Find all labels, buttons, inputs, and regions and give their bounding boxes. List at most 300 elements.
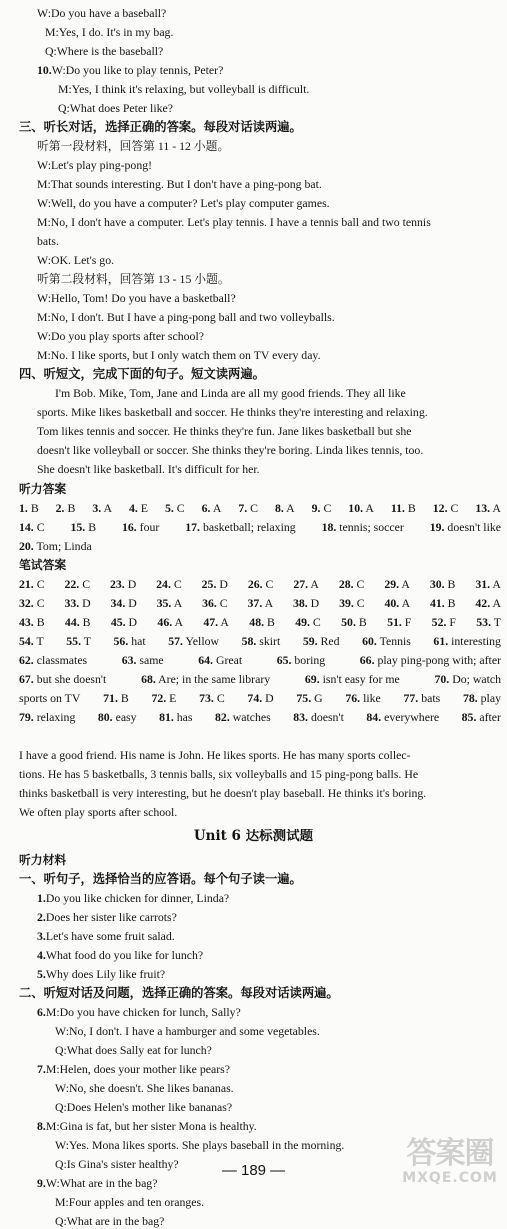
- line-text: We often play sports after school.: [19, 805, 178, 819]
- answer-value: A: [401, 596, 411, 610]
- answer-value: C: [450, 501, 459, 515]
- answer-item: [296, 691, 322, 706]
- answer-item: [19, 539, 92, 554]
- answer-value: B: [67, 501, 76, 515]
- text-line: [19, 805, 501, 820]
- answer-value: B: [358, 615, 367, 629]
- answer-value: D: [128, 596, 137, 610]
- answer-number: 20.: [19, 539, 34, 553]
- line-text: W:Do you have a baseball?: [37, 6, 167, 20]
- answer-number: 70.: [434, 672, 450, 686]
- answer-value: G: [314, 691, 323, 705]
- answer-number: 47.: [203, 615, 219, 629]
- answer-item: [463, 691, 501, 706]
- text-line: [37, 462, 501, 477]
- answer-number: 78.: [462, 691, 478, 705]
- text-line: [37, 253, 501, 268]
- answer-number: 73.: [199, 691, 214, 705]
- answer-number: 40.: [384, 596, 400, 610]
- answer-item: [303, 634, 340, 649]
- line-text: W:No, I don't. I have a hamburger and some vegetables.: [55, 1024, 320, 1038]
- answer-value: play ping-pong with; after: [377, 653, 501, 667]
- answer-item: [475, 596, 501, 611]
- answer-item: [430, 596, 456, 611]
- item-number: 10.: [37, 63, 52, 77]
- answer-item: [157, 615, 183, 630]
- watermark-text: 答案圈: [406, 1136, 494, 1171]
- item-number: 9.: [37, 1176, 46, 1190]
- answer-item: [65, 615, 91, 630]
- section-heading: [19, 367, 501, 382]
- answer-number: 76.: [345, 691, 361, 705]
- answer-item: [360, 653, 501, 668]
- answer-value: A: [264, 596, 274, 610]
- page-number: — 189 —: [221, 1163, 286, 1178]
- answer-number: 42.: [475, 596, 491, 610]
- subsection-label: [19, 482, 501, 497]
- line-text: M:No. I like sports, but I only watch them on TV every day.: [37, 348, 321, 362]
- answer-value: A: [365, 501, 374, 515]
- text-line: [37, 177, 501, 192]
- answer-item: [430, 520, 501, 535]
- answer-value: everywhere: [384, 710, 440, 724]
- answer-value: C: [82, 577, 91, 591]
- answer-number: 69.: [304, 672, 320, 686]
- answer-item: [433, 501, 459, 516]
- answer-item: [19, 577, 45, 592]
- text-line: [45, 44, 501, 59]
- answer-number: 75.: [296, 691, 312, 705]
- answer-item: [199, 691, 225, 706]
- answer-value: B: [447, 596, 456, 610]
- answer-item: [202, 596, 228, 611]
- line-text: Tom likes tennis and soccer. He thinks they're fun. Jane likes basketball but she: [37, 424, 412, 438]
- answer-value: B: [267, 615, 275, 629]
- answer-item: [98, 710, 137, 725]
- answer-number: 74.: [247, 691, 263, 705]
- line-text: W:Well, do you have a computer? Let's play computer games.: [37, 196, 330, 210]
- answer-item: [19, 710, 75, 725]
- answer-item: [19, 520, 45, 535]
- answer-value: B: [407, 501, 416, 515]
- answer-item: [341, 615, 367, 630]
- answer-number: 43.: [19, 615, 34, 629]
- answer-number: 82.: [215, 710, 230, 724]
- answer-number: 83.: [293, 710, 308, 724]
- answer-item: [242, 634, 281, 649]
- answer-row: [19, 672, 501, 687]
- answer-item: [339, 577, 365, 592]
- answer-item: [114, 634, 146, 649]
- line-text: Unit 6 达标测试题: [193, 829, 314, 844]
- answer-value: C: [36, 520, 45, 534]
- answer-number: 35.: [156, 596, 172, 610]
- item-number: 8.: [37, 1119, 46, 1133]
- answer-value: E: [140, 501, 149, 515]
- answer-item: [248, 577, 274, 592]
- line-text: I have a good friend. His name is John. He likes sports. He has many sports collec-: [19, 748, 411, 762]
- answer-row: [19, 501, 501, 516]
- line-text: Does her sister like carrots?: [45, 910, 177, 924]
- answer-item: [111, 615, 137, 630]
- answer-item: [156, 577, 182, 592]
- answer-item: [157, 596, 183, 611]
- item-number: 1.: [37, 891, 46, 905]
- answer-item: [202, 577, 228, 592]
- line-text: W:Hello, Tom! Do you have a basketball?: [37, 291, 236, 305]
- answer-number: 17.: [185, 520, 200, 534]
- item-number: 7.: [37, 1062, 46, 1076]
- watermark-logo: [397, 1138, 503, 1196]
- answer-number: 15.: [70, 520, 86, 534]
- line-text: 四、听短文，完成下面的句子。短文读两遍。: [19, 367, 265, 381]
- answer-item: [165, 501, 185, 516]
- answer-item: [366, 710, 439, 725]
- answer-value: Tennis: [379, 634, 411, 648]
- answer-number: 9.: [311, 501, 321, 515]
- answer-number: 11.: [390, 501, 405, 515]
- answer-number: 64.: [198, 653, 213, 667]
- answer-value: Great: [215, 653, 243, 667]
- answer-value: like: [363, 691, 381, 705]
- answer-value: Tom; Linda: [36, 539, 92, 553]
- text-line: [37, 443, 501, 458]
- answer-value: A: [492, 577, 501, 591]
- answer-number: 67.: [19, 672, 34, 686]
- answer-number: 24.: [156, 577, 171, 591]
- answer-number: 71.: [103, 691, 118, 705]
- line-text: W:Yes. Mona likes sports. She plays baseball in the morning.: [55, 1138, 345, 1152]
- line-text: M:Helen, does your mother like pears?: [45, 1062, 230, 1076]
- answer-value: A: [492, 596, 501, 610]
- line-text: Why does Lily like fruit?: [45, 967, 166, 981]
- answer-value: C: [312, 615, 321, 629]
- answer-item: [404, 691, 441, 706]
- answer-number: 55.: [66, 634, 82, 648]
- answer-number: 59.: [302, 634, 318, 648]
- answer-value: A: [212, 501, 222, 515]
- answer-value: C: [356, 596, 365, 610]
- line-text: M:Yes, I do. It's in my bag.: [45, 25, 174, 39]
- line-text: W:Let's play ping-pong!: [37, 158, 153, 172]
- answer-row: [19, 691, 501, 706]
- text-line: [37, 1062, 501, 1077]
- answer-value: A: [310, 577, 319, 591]
- answer-item: [185, 520, 295, 535]
- answer-number: 41.: [429, 596, 445, 610]
- answer-number: 56.: [113, 634, 129, 648]
- text-line: [37, 910, 501, 925]
- text-line: [55, 1043, 501, 1058]
- answer-value: Red: [320, 634, 340, 648]
- answer-number: 80.: [97, 710, 113, 724]
- answer-item: [305, 672, 400, 687]
- text-line: [37, 272, 501, 287]
- answer-value: Do; watch: [452, 672, 501, 686]
- line-text: 一、听句子，选择恰当的应答语。每个句子读一遍。: [19, 872, 302, 886]
- line-text: W:Do you play sports after school?: [37, 329, 204, 343]
- line-text: 二、听短对话及问题，选择正确的答案。每段对话读两遍。: [19, 986, 339, 1000]
- answer-number: 61.: [433, 634, 449, 648]
- answer-item: [122, 520, 159, 535]
- answer-value: easy: [115, 710, 137, 724]
- unit-title: [0, 829, 507, 844]
- answer-value: C: [36, 577, 45, 591]
- answer-item: [462, 710, 501, 725]
- answer-number: 13.: [475, 501, 491, 515]
- line-text: Q:Where is the baseball?: [45, 44, 164, 58]
- answer-item: [159, 710, 192, 725]
- line-text: 三、听长对话，选择正确的答案。每段对话读两遍。: [19, 120, 302, 134]
- answer-row: [19, 710, 501, 725]
- text-line: [37, 967, 501, 982]
- line-text: M:Yes, I think it's relaxing, but volleyball is difficult.: [58, 82, 310, 96]
- answer-value: C: [250, 501, 258, 515]
- text-line: [37, 158, 501, 173]
- answer-item: [387, 615, 411, 630]
- text-line: [58, 101, 501, 116]
- answer-item: [202, 501, 222, 516]
- item-number: 5.: [37, 967, 46, 981]
- answer-item: [362, 634, 411, 649]
- answer-value: D: [82, 596, 91, 610]
- answer-value: C: [36, 596, 45, 610]
- answer-value: A: [401, 577, 410, 591]
- text-line: [55, 386, 501, 401]
- answer-value: A: [173, 596, 183, 610]
- answer-value: B: [88, 520, 97, 534]
- answer-number: 22.: [64, 577, 80, 591]
- answer-item: [92, 501, 112, 516]
- answer-item: [247, 691, 273, 706]
- line-text: She doesn't like basketball. It's difficult for her.: [37, 462, 260, 476]
- text-line: [19, 786, 501, 801]
- answer-item: [475, 577, 501, 592]
- line-text: W:Do you like to play tennis, Peter?: [51, 63, 224, 77]
- answer-value: T: [493, 615, 501, 629]
- answer-number: 54.: [19, 634, 34, 648]
- text-line: [45, 25, 501, 40]
- answer-number: 23.: [110, 577, 125, 591]
- answer-value: tennis; soccer: [339, 520, 404, 534]
- item-number: 4.: [37, 948, 46, 962]
- answer-number: 27.: [293, 577, 309, 591]
- answer-value: has: [176, 710, 193, 724]
- section-heading: [19, 872, 501, 887]
- answer-item: [345, 691, 380, 706]
- answer-item: [168, 634, 219, 649]
- answer-number: 29.: [384, 577, 400, 591]
- answer-item: [129, 501, 148, 516]
- text-line: [37, 948, 501, 963]
- line-text: W:No, she doesn't. She likes bananas.: [55, 1081, 234, 1095]
- answer-value: but she doesn't: [36, 672, 107, 686]
- answer-value: classmates: [36, 653, 88, 667]
- answer-number: 14.: [19, 520, 34, 534]
- answer-number: 63.: [121, 653, 137, 667]
- answer-value: four: [139, 520, 160, 534]
- answer-number: 33.: [64, 596, 80, 610]
- answer-item: [56, 501, 76, 516]
- answer-row: [19, 634, 501, 649]
- answer-number: 53.: [476, 615, 492, 629]
- answer-value: B: [447, 577, 456, 591]
- answer-item: [70, 520, 96, 535]
- answer-number: 65.: [276, 653, 292, 667]
- line-text: Q:Is Gina's sister healthy?: [55, 1157, 179, 1171]
- line-text: M:That sounds interesting. But I don't have a ping-pong bat.: [37, 177, 322, 191]
- answer-item: [391, 501, 416, 516]
- line-text: W:OK. Let's go.: [37, 253, 115, 267]
- answer-item: [293, 596, 319, 611]
- text-line: [55, 1195, 501, 1210]
- answer-item: [238, 501, 258, 516]
- line-text: 听力答案: [19, 482, 67, 496]
- line-text: bats.: [37, 234, 59, 248]
- answer-item: [111, 596, 137, 611]
- answer-item: [433, 634, 501, 649]
- answer-number: 10.: [348, 501, 364, 515]
- answer-value: T: [36, 634, 44, 648]
- answer-number: 49.: [295, 615, 310, 629]
- answer-value: watches: [232, 710, 271, 724]
- answer-item: [348, 501, 374, 516]
- answer-item: [103, 691, 129, 706]
- answer-value: E: [169, 691, 177, 705]
- answer-number: 48.: [249, 615, 265, 629]
- watermark-url: MXQE.COM: [402, 1170, 498, 1186]
- answer-item: [432, 615, 456, 630]
- answer-number: 57.: [168, 634, 183, 648]
- answer-item: [385, 596, 411, 611]
- answer-item: [322, 520, 404, 535]
- answer-number: 45.: [110, 615, 126, 629]
- answer-number: 25.: [201, 577, 217, 591]
- text-line: [37, 929, 501, 944]
- answer-value: Are; in the same library: [158, 672, 271, 686]
- answer-value: A: [103, 501, 113, 515]
- section-heading: [19, 986, 501, 1001]
- answer-value: play: [480, 691, 501, 705]
- answer-value: C: [216, 691, 225, 705]
- line-text: Let's have some fruit salad.: [45, 929, 175, 943]
- line-text: tions. He has 5 basketballs, 3 tennis balls, six volleyballs and 15 ping-pong balls. He: [19, 767, 419, 781]
- text-line: [37, 291, 501, 306]
- answer-value: A: [220, 615, 229, 629]
- answer-value: B: [120, 691, 129, 705]
- answer-value: F: [404, 615, 412, 629]
- answer-item: [203, 615, 229, 630]
- answer-item: [295, 615, 321, 630]
- answer-item: [248, 596, 274, 611]
- text-line: [37, 891, 501, 906]
- text-line: [55, 1214, 501, 1229]
- text-line: [55, 1081, 501, 1096]
- answer-number: 21.: [19, 577, 34, 591]
- answer-number: 50.: [341, 615, 356, 629]
- answer-value: isn't easy for me: [322, 672, 400, 686]
- text-line: [37, 424, 501, 439]
- answer-row: [19, 596, 501, 611]
- text-line: [37, 215, 501, 230]
- line-text: Q:Does Helen's mother like bananas?: [55, 1100, 233, 1114]
- answer-number: 68.: [141, 672, 156, 686]
- answer-number: 79.: [19, 710, 34, 724]
- answer-value: after: [479, 710, 501, 724]
- answer-item: [249, 615, 275, 630]
- text-line: [37, 1119, 501, 1134]
- answer-number: 19.: [429, 520, 445, 534]
- answer-number: 16.: [121, 520, 137, 534]
- line-text: M:Do you have chicken for lunch, Sally?: [45, 1005, 241, 1019]
- answer-item: [277, 653, 326, 668]
- text-line: [19, 748, 501, 763]
- answer-number: 84.: [366, 710, 382, 724]
- line-text: What food do you like for lunch?: [45, 948, 204, 962]
- answer-row: [19, 520, 501, 535]
- answer-item: [19, 653, 87, 668]
- text-line: [37, 63, 501, 78]
- answer-value: A: [492, 501, 501, 515]
- text-line: [37, 310, 501, 325]
- answer-number: 31.: [475, 577, 491, 591]
- answer-value: D: [310, 596, 320, 610]
- line-text: thinks basketball is very interesting, but he doesn't play baseball. He thinks it's boring.: [19, 786, 427, 800]
- line-text: I'm Bob. Mike, Tom, Jane and Linda are all my good friends. They all like: [55, 386, 406, 400]
- answer-value: B: [30, 501, 39, 515]
- answer-item: [475, 501, 501, 516]
- answer-item: [110, 577, 136, 592]
- answer-value: C: [323, 501, 332, 515]
- answer-number: 7.: [238, 501, 248, 515]
- answer-value: doesn't: [310, 710, 344, 724]
- line-text: M:No, I don't. But I have a ping-pong ball and two volleyballs.: [37, 310, 335, 324]
- answer-value: C: [265, 577, 274, 591]
- line-text: Do you like chicken for dinner, Linda?: [45, 891, 230, 905]
- text-line: [37, 139, 501, 154]
- answer-value: boring: [294, 653, 326, 667]
- answer-number: 4.: [128, 501, 138, 515]
- answer-number: 6.: [201, 501, 211, 515]
- line-text: M:Gina is fat, but her sister Mona is healthy.: [45, 1119, 257, 1133]
- answer-value: Yellow: [185, 634, 220, 648]
- line-text: Q:What does Sally eat for lunch?: [55, 1043, 212, 1057]
- text-line: [55, 1024, 501, 1039]
- line-text: 听力材料: [19, 853, 67, 867]
- line-text: sports. Mike likes basketball and soccer. He thinks they're interesting and relaxing.: [37, 405, 428, 419]
- item-number: 2.: [37, 910, 46, 924]
- answer-item: [293, 577, 319, 592]
- answer-item: [19, 615, 45, 630]
- answer-value: hat: [131, 634, 146, 648]
- answer-value: A: [174, 615, 184, 629]
- line-text: 听第二段材料，回答第 13 - 15 小题。: [37, 272, 230, 286]
- answer-value: C: [176, 501, 185, 515]
- item-number: 6.: [37, 1005, 46, 1019]
- answer-value: same: [139, 653, 164, 667]
- answer-number: 44.: [64, 615, 80, 629]
- answer-number: 12.: [432, 501, 448, 515]
- text-line: [55, 1100, 501, 1115]
- answer-number: 30.: [429, 577, 445, 591]
- answer-item: [215, 710, 271, 725]
- answer-value: skirt: [259, 634, 281, 648]
- answer-item: [476, 615, 501, 630]
- answer-item: [19, 691, 80, 706]
- answer-number: 39.: [339, 596, 354, 610]
- answer-item: [293, 710, 344, 725]
- answer-number: 58.: [241, 634, 257, 648]
